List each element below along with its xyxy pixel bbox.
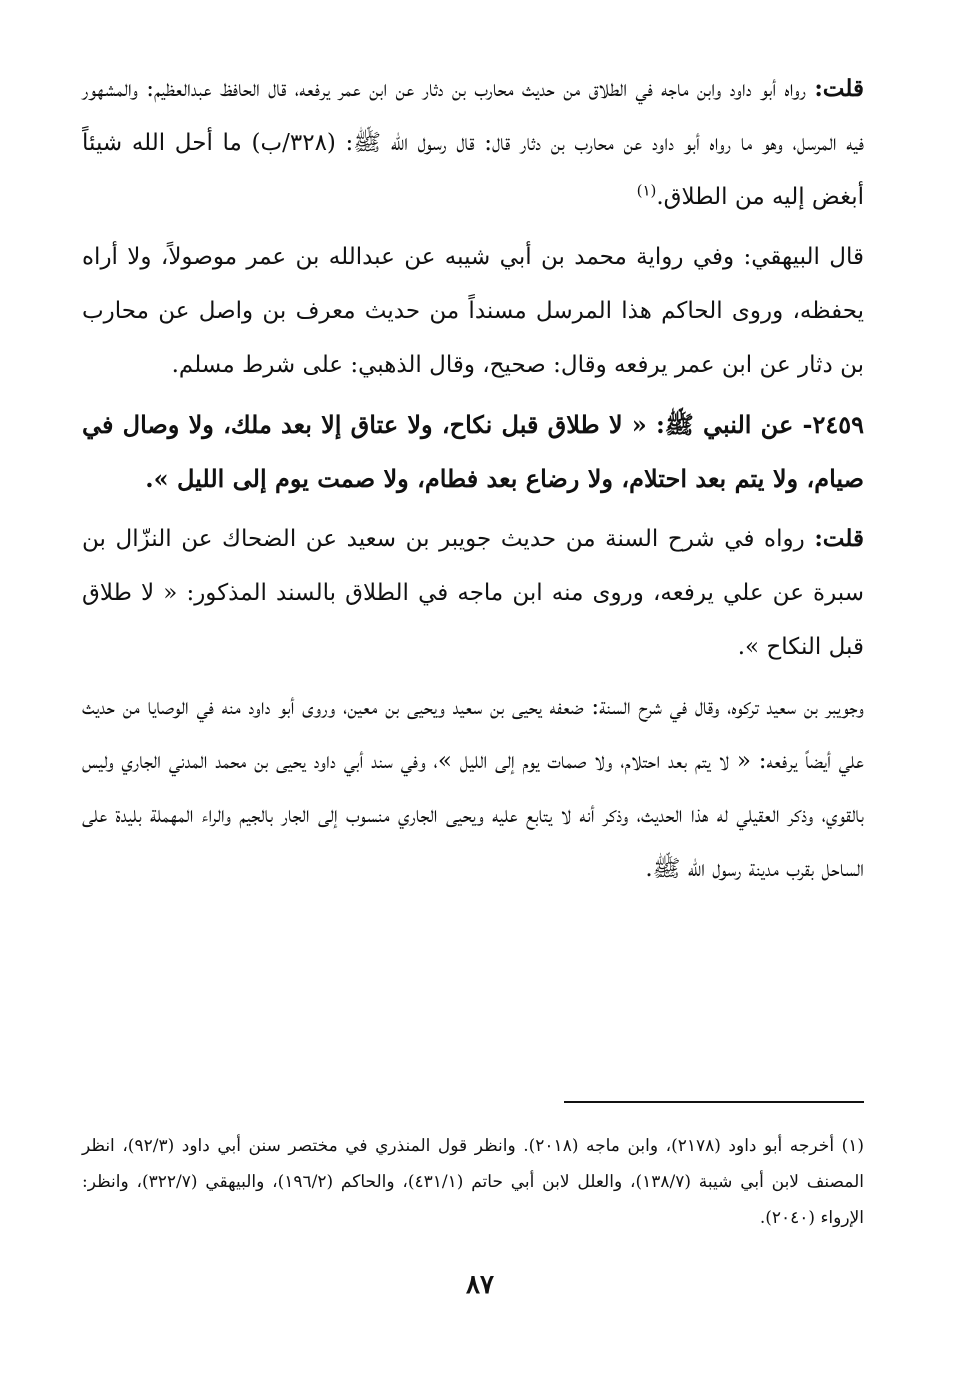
footnote-separator — [564, 1101, 864, 1103]
hadith-2459 — [82, 398, 864, 506]
paragraph-3-text: رواه في شرح السنة من حديث جويبر بن سعيد عن الضحاك عن النزّال بن سبرة عن علي يرفعه، وروى منه ابن ماجه في الطلاق بالسند المذكور: « لا طلاق قبل النكاح ». — [82, 526, 864, 660]
paragraph-1-text: رواه أبو داود وابن ماجه في الطلاق من حديث محارب بن دثار عن ابن عمر يرفعه، قال الحافظ عبدالعظيم: والمشهور فيه المرسل، وهو ما رواه أبو داود عن محارب بن دثار قال: قال رسول الله ﷺ: (٣٢٨/ب) ما أحل الله شيئاً أبغض إليه من الطلاق. — [82, 76, 864, 210]
paragraph-4 — [82, 680, 864, 896]
paragraph-4-text: وجويبر بن سعيد تركوه، وقال في شرح السنة: ضعفه يحيى بن سعيد ويحيى بن معين، وروى أبو داود منه في الوصايا من حديث علي أيضاً يرفعه: « لا يتم بعد احتلام، ولا صمات يوم إلى الليل »، وفي سند أبي داود يحيى بن محمد المدني الجاري وليس بالقوي، وذكر العقيلي له هذا الحديث، وذكر أنه لا يتابع عليه ويحيى الجاري منسوب إلى الجار بالجيم والراء المهملة بليدة على الساحل بقرب مدينة رسول الله ﷺ. — [82, 694, 864, 882]
page-number: ٨٧ — [466, 1270, 494, 1300]
footnote-reference: (١) — [636, 181, 657, 200]
hadith-text: ٢٤٥٩- عن النبي ﷺ: « لا طلاق قبل نكاح، ولا عتاق إلا بعد ملك، ولا وصال في صيام، ولا يتم بعد احتلام، ولا رضاع بعد فطام، ولا صمت يوم إلى الليل ». — [82, 410, 864, 493]
footnotes — [82, 1128, 864, 1236]
paragraph-1-lead: قلت: — [814, 75, 864, 102]
paragraph-3 — [82, 512, 864, 674]
paragraph-1 — [82, 62, 864, 224]
footnote-1: (١) أخرجه أبو داود (٢١٧٨)، وابن ماجه (٢٠١٨). وانظر قول المنذري في مختصر سنن أبي داود (٩٢/٣)، انظر المصنف لابن أبي شيبة (١٣٨/٧)، والعلل لابن أبي حاتم (٤٣١/١)، والحاكم (١٩٦/٢)، والبيهقي (٣٢٢/٧)، وانظر: الإرواء (٢٠٤٠). — [82, 1136, 864, 1228]
paragraph-3-lead: قلت: — [814, 525, 864, 552]
paragraph-2-text: قال البيهقي: وفي رواية محمد بن أبي شيبه عن عبدالله بن عمر موصولاً، ولا أراه يحفظه، وروى الحاكم هذا المرسل مسنداً من حديث معرف بن واصل عن محارب بن دثار عن ابن عمر يرفعه وقال: صحيح، وقال الذهبي: على شرط مسلم. — [82, 244, 864, 378]
paragraph-2 — [82, 230, 864, 392]
